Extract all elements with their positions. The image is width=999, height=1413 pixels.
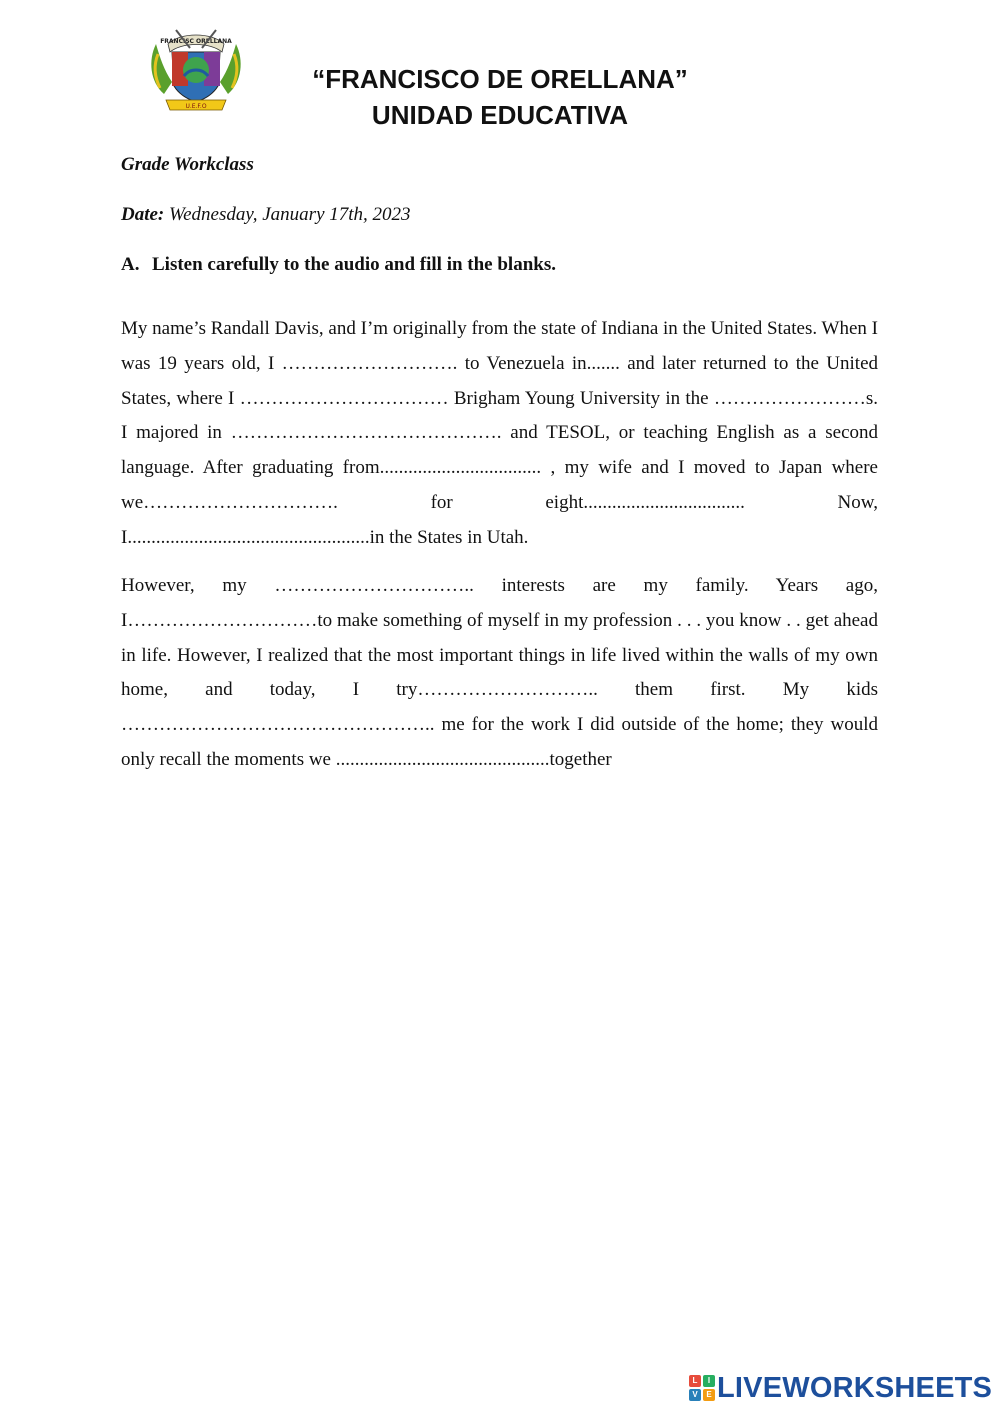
blank-8[interactable]: ..................................	[583, 491, 745, 513]
grade-label: Grade Workclass	[121, 154, 254, 175]
text-segment: Now, I	[121, 491, 878, 548]
date-label: Date:	[121, 204, 165, 225]
text-segment: and TESOL, or teaching English as a second language. After graduating from	[121, 422, 878, 479]
text-segment: together	[549, 748, 612, 770]
text-segment: Brigham Young University in the	[448, 387, 714, 409]
crest-banner-text: U.E.F.O	[185, 103, 207, 110]
blank-12[interactable]: ………………………..	[417, 679, 598, 701]
date-line	[121, 204, 411, 226]
text-segment: My name’s Randall Davis, and I’m originally from the state of Indiana in the United States. When I was 19 years old, I	[121, 318, 878, 374]
blank-5[interactable]: …………………………………….	[230, 422, 502, 444]
text-segment: in the States in Utah.	[369, 526, 529, 548]
text-segment: s. I majored in	[121, 387, 878, 444]
text-segment: them first. My kids	[597, 679, 878, 701]
crest-lettering: FRANCISC ORELLANA	[160, 38, 232, 45]
liveworksheets-logo	[689, 1373, 992, 1403]
text-segment: and later returned to the United States, where I	[121, 352, 879, 409]
instruction-letter: A.	[121, 254, 140, 275]
text-segment: for eight	[337, 491, 584, 513]
text-segment: However, my	[121, 575, 275, 596]
blank-6[interactable]: ..................................	[379, 457, 542, 479]
blank-14[interactable]: .............................................	[335, 748, 550, 770]
blank-7[interactable]: ………………………….	[143, 491, 338, 513]
liveworksheets-badge-icon: L I V E	[689, 1375, 715, 1401]
text-segment: to make something of myself in my profession . . . you know . . get ahead in life. However, I realized that the most important things in life lived within the walls of my own home, and today, I try	[121, 609, 878, 701]
instruction	[121, 254, 556, 276]
paragraph-2	[121, 569, 878, 778]
blank-9[interactable]: ...................................................	[127, 526, 370, 548]
blank-10[interactable]: …………………………..	[274, 575, 474, 596]
liveworksheets-wordmark: LIVEWORKSHEETS	[717, 1371, 993, 1404]
text-segment: , my wife and I moved to Japan where we	[121, 457, 878, 513]
text-segment: interests are my family. Years ago, I	[121, 575, 878, 631]
blank-11[interactable]: …………………………	[127, 609, 318, 631]
text-segment: to Venezuela in	[457, 352, 587, 374]
paragraph-1	[121, 312, 878, 556]
school-subtitle: UNIDAD EDUCATIVA	[371, 100, 629, 130]
blank-4[interactable]: ……………………	[713, 387, 866, 409]
blank-2[interactable]: .......	[586, 352, 620, 374]
text-segment: me for the work I did outside of the home; they would only recall the moments we	[121, 714, 878, 770]
school-name: “FRANCISCO DE ORELLANA”	[312, 64, 688, 94]
blank-13[interactable]: …………………………………………..	[121, 714, 435, 736]
date-value: Wednesday, January 17th, 2023	[164, 204, 411, 225]
blank-1[interactable]: ……………………….	[281, 352, 458, 374]
instruction-text: Listen carefully to the audio and fill in the blanks.	[152, 254, 556, 275]
blank-3[interactable]: ……………………………	[239, 387, 449, 409]
